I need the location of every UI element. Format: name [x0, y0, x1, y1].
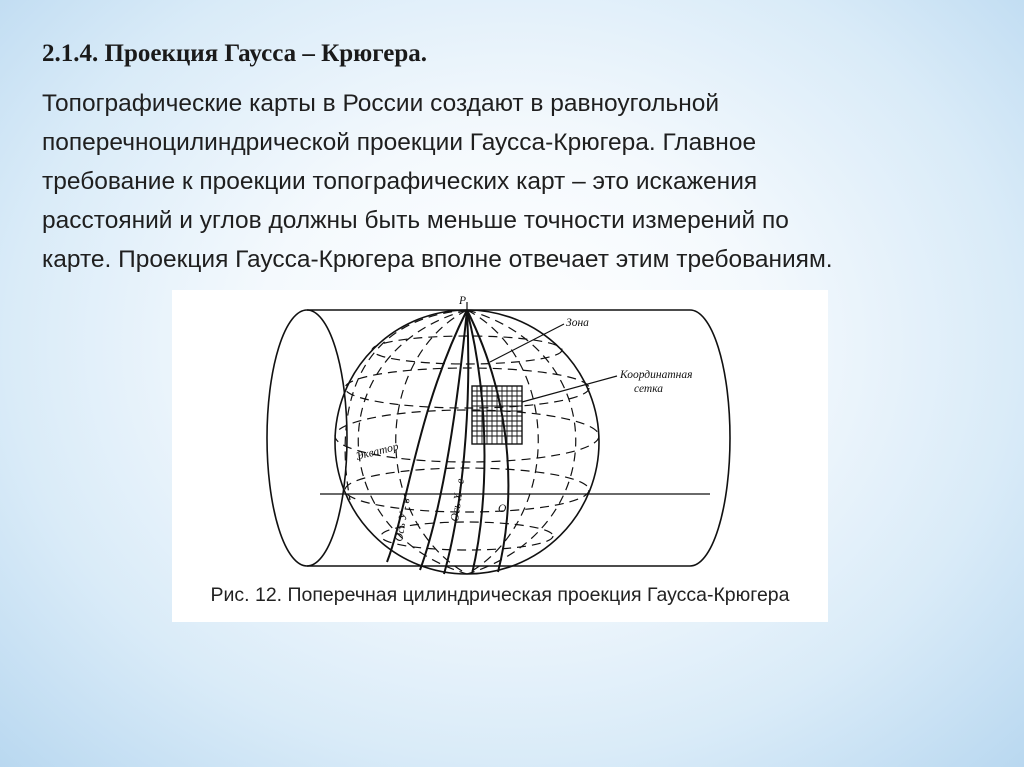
- paragraph-line: карте. Проекция Гаусса-Крюгера вполне отвечает этим требованиям.: [42, 246, 833, 273]
- cylinder-right-end: [690, 310, 730, 566]
- paragraph-line: Топографические карты в России создают в равноугольной: [42, 90, 720, 117]
- y-axis-label: Ось У - в: [393, 497, 413, 543]
- meridian-line: [467, 310, 538, 574]
- body-paragraph: [42, 84, 982, 279]
- sphere-outline: [335, 310, 599, 574]
- zone-meridian: [420, 310, 467, 570]
- grid-leader: [522, 376, 617, 402]
- zone-leader: [490, 324, 564, 362]
- slide-heading: 2.1.4. Проекция Гаусса – Крюгера.: [42, 40, 428, 67]
- projection-figure: [172, 290, 828, 622]
- coordinate-grid: [472, 386, 522, 444]
- paragraph-line: поперечноцилиндрической проекции Гаусса-Крюгера. Главное: [42, 129, 757, 156]
- x-axis-label: Ось Х - е: [449, 477, 467, 523]
- grid-label: Координатная: [620, 369, 693, 381]
- zone-label: Зона: [566, 317, 589, 329]
- origin-label: О: [498, 503, 507, 515]
- figure-caption: Рис. 12. Поперечная цилиндрическая проекция Гаусса-Крюгера: [210, 584, 790, 606]
- equator-label: Экватор: [354, 440, 400, 463]
- paragraph-line: расстояний и углов должны быть меньше точности измерений по: [42, 207, 789, 234]
- paragraph-line: требование к проекции топографических карт – это искажения: [42, 168, 758, 195]
- pole-label: P: [459, 295, 467, 307]
- zone-meridian: [444, 310, 468, 574]
- projection-diagram: [172, 290, 828, 580]
- latitude-line: [345, 468, 589, 512]
- grid-label: сетка: [634, 383, 664, 395]
